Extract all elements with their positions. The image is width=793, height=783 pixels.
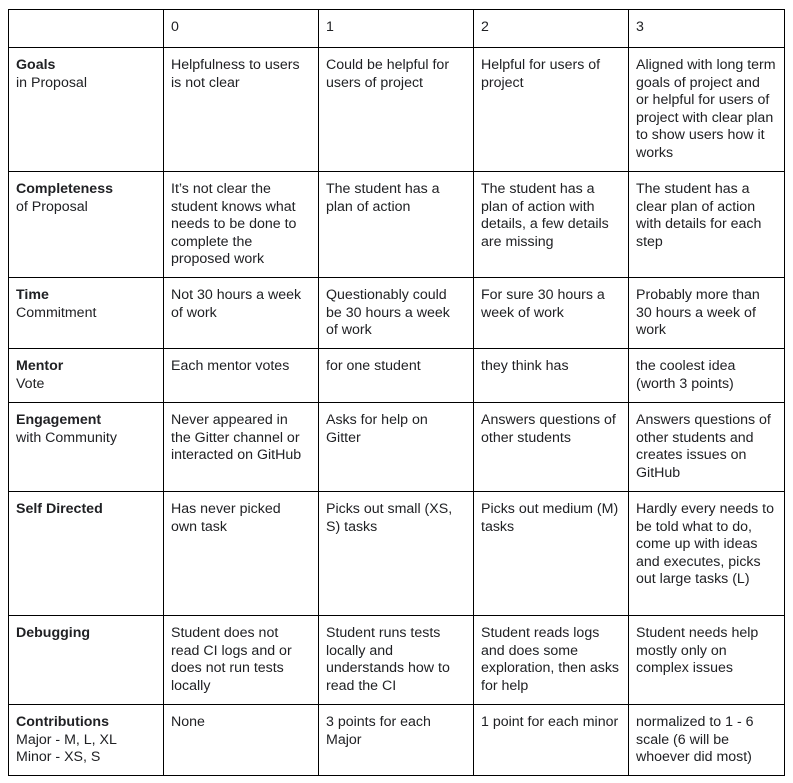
score-cell-2: Answers questions of other students [474,403,629,492]
score-cell-3: Student needs help mostly only on complex issues [629,616,785,705]
criterion-cell [9,705,164,776]
criterion-title: Engagement [16,412,102,428]
score-cell-2: Picks out medium (M) tasks [474,492,629,616]
criterion-title: Self Directed [16,501,103,517]
criterion-cell [9,172,164,278]
table-row [9,48,785,172]
criterion-subtitle: Major - M, L, XL [16,731,117,748]
score-cell-1: for one student [319,349,474,403]
score-cell-2: For sure 30 hours a week of work [474,278,629,349]
criterion-subtitle: Vote [16,375,45,392]
score-cell-1: The student has a plan of action [319,172,474,278]
header-row [9,10,785,48]
criterion-title: Contributions [16,714,109,730]
table-row [9,705,785,776]
criterion-title: Completeness [16,181,113,197]
table-row [9,616,785,705]
table-row [9,349,785,403]
criterion-cell [9,349,164,403]
criterion-cell [9,48,164,172]
criterion-title: Goals [16,57,56,73]
criterion-subtitle: with Community [16,429,117,446]
score-cell-1: Asks for help on Gitter [319,403,474,492]
score-cell-0: Never appeared in the Gitter channel or interacted on GitHub [164,403,319,492]
level-header-3: 3 [629,10,785,48]
criterion-title: Debugging [16,625,91,641]
criterion-cell [9,492,164,616]
criterion-subtitle: of Proposal [16,198,88,215]
score-cell-2: The student has a plan of action with details, a few details are missing [474,172,629,278]
level-header-2: 2 [474,10,629,48]
score-cell-0: Has never picked own task [164,492,319,616]
table-row [9,172,785,278]
table-row [9,278,785,349]
score-cell-0: Each mentor votes [164,349,319,403]
score-cell-0: It’s not clear the student knows what needs to be done to complete the proposed work [164,172,319,278]
criterion-subtitle-2: Minor - XS, S [16,749,101,766]
score-cell-0: None [164,705,319,776]
criterion-title: Time [16,287,49,303]
score-cell-3: normalized to 1 - 6 scale (6 will be whoever did most) [629,705,785,776]
score-cell-0: Student does not read CI logs and or does not run tests locally [164,616,319,705]
level-header-0: 0 [164,10,319,48]
criterion-cell [9,616,164,705]
criterion-cell [9,278,164,349]
corner-cell [9,10,164,48]
score-cell-3: Hardly every needs to be told what to do, come up with ideas and executes, picks out large tasks (L) [629,492,785,616]
score-cell-2: Helpful for users of project [474,48,629,172]
score-cell-3: Aligned with long term goals of project and or helpful for users of project with clear plan to show users how it works [629,48,785,172]
score-cell-2: they think has [474,349,629,403]
score-cell-0: Not 30 hours a week of work [164,278,319,349]
score-cell-1: Picks out small (XS, S) tasks [319,492,474,616]
score-cell-3: the coolest idea (worth 3 points) [629,349,785,403]
score-cell-1: 3 points for each Major [319,705,474,776]
score-cell-1: Could be helpful for users of project [319,48,474,172]
criterion-subtitle: in Proposal [16,74,87,91]
table-row [9,492,785,616]
score-cell-1: Student runs tests locally and understands how to read the CI [319,616,474,705]
score-cell-2: 1 point for each minor [474,705,629,776]
rubric-table [8,9,785,776]
score-cell-2: Student reads logs and does some exploration, then asks for help [474,616,629,705]
criterion-title: Mentor [16,358,64,374]
score-cell-1: Questionably could be 30 hours a week of work [319,278,474,349]
criterion-subtitle: Commitment [16,304,97,321]
score-cell-3: The student has a clear plan of action with details for each step [629,172,785,278]
score-cell-3: Answers questions of other students and creates issues on GitHub [629,403,785,492]
score-cell-0: Helpfulness to users is not clear [164,48,319,172]
score-cell-3: Probably more than 30 hours a week of work [629,278,785,349]
level-header-1: 1 [319,10,474,48]
criterion-cell [9,403,164,492]
table-row [9,403,785,492]
